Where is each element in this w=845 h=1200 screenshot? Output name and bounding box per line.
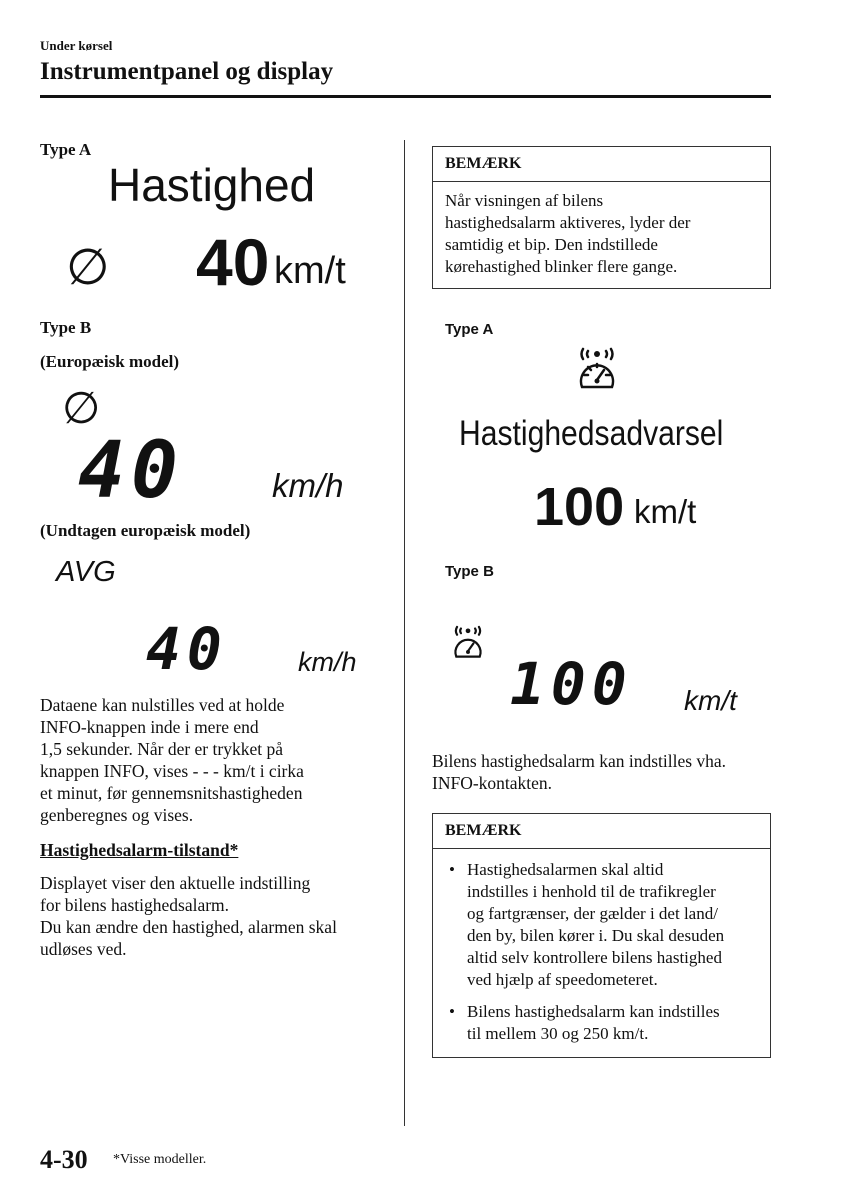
text-line: for bilens hastighedsalarm. — [40, 895, 230, 915]
european-unit: km/h — [272, 467, 344, 504]
page-title: Instrumentpanel og display — [40, 58, 334, 85]
text-line: og fartgrænser, der gælder i det land/ — [467, 904, 718, 923]
text-line: Dataene kan nulstilles ved at holde — [40, 695, 285, 715]
title-divider — [40, 95, 771, 98]
text-line: 1,5 sekunder. Når der er trykket på — [40, 739, 283, 759]
text-line: Når visningen af bilens — [445, 191, 604, 210]
section-label: Under kørsel — [40, 38, 113, 53]
speed-alarm-paragraph — [40, 872, 395, 960]
text-line: et minut, før gennemsnitshastigheden — [40, 783, 303, 803]
text-line: INFO-knappen inde i mere end — [40, 717, 259, 737]
european-lcd-value: 40 — [78, 426, 184, 516]
type-b-label: Type B — [40, 318, 92, 337]
text-line: ved hjælp af speedometeret. — [467, 970, 658, 989]
avg-indicator: AVG — [56, 556, 116, 588]
text-line: Du kan ændre den hastighed, alarmen skal — [40, 917, 337, 937]
type-a-alarm-title: Hastighedsadvarsel — [459, 414, 724, 453]
text-line: den by, bilen kører i. Du skal desuden — [467, 926, 725, 945]
speed-alarm-icon — [574, 343, 620, 391]
note-heading: BEMÆRK — [433, 147, 770, 182]
bullet-list — [445, 859, 758, 1045]
non-european-model-label: (Undtagen europæisk model) — [40, 521, 251, 540]
type-a-alarm-unit: km/t — [634, 493, 697, 530]
note-box-2 — [432, 813, 771, 1058]
text-line: • Hastighedsalarmen skal altid — [467, 860, 664, 879]
note-body — [433, 849, 770, 1057]
non-european-unit: km/h — [298, 647, 357, 677]
type-a-alarm-value: 100 — [534, 477, 625, 537]
text-line: kørehastighed blinker flere gange. — [445, 257, 678, 276]
column-divider — [404, 140, 405, 1126]
type-a-speed-unit: km/t — [274, 250, 346, 292]
text-line: samtidig et bip. Den indstillede — [445, 235, 658, 254]
text-line: genberegnes og vises. — [40, 805, 194, 825]
text-line: altid selv kontrollere bilens hastighed — [467, 948, 722, 967]
speed-alarm-subheading: Hastighedsalarm-tilstand* — [40, 840, 239, 860]
type-a-label: Type A — [445, 321, 494, 338]
footnote: *Visse modeller. — [113, 1152, 207, 1167]
list-item — [445, 1001, 758, 1045]
reset-paragraph — [40, 694, 395, 826]
text-line: indstilles i henhold til de trafikregler — [467, 882, 716, 901]
type-b-label: Type B — [445, 563, 494, 580]
type-b-lcd-value: 100 — [510, 650, 633, 718]
text-line: • Bilens hastighedsalarm kan indstilles — [467, 1002, 720, 1021]
note-box-1 — [432, 146, 771, 289]
zero-symbol-icon: ∅ — [66, 239, 110, 295]
text-line: hastighedsalarm aktiveres, lyder der — [445, 213, 691, 232]
list-item — [445, 859, 758, 991]
text-line: knappen INFO, vises - - - km/t i cirka — [40, 761, 304, 781]
info-paragraph — [432, 750, 777, 794]
type-a-label: Type A — [40, 140, 92, 159]
non-european-lcd-value: 40 — [146, 615, 228, 683]
speed-alarm-icon — [450, 622, 486, 660]
text-line: Bilens hastighedsalarm kan indstilles vha. — [432, 751, 727, 771]
type-a-display-title: Hastighed — [108, 159, 316, 211]
text-line: Displayet viser den aktuelle indstilling — [40, 873, 311, 893]
text-line: udløses ved. — [40, 939, 127, 959]
type-b-alarm-unit: km/t — [684, 685, 737, 716]
note-body — [433, 182, 770, 288]
text-line: til mellem 30 og 250 km/t. — [467, 1024, 649, 1043]
note-heading: BEMÆRK — [433, 814, 770, 849]
type-a-speed-value: 40 — [196, 225, 270, 299]
page-number: 4-30 — [40, 1145, 88, 1174]
text-line: INFO-kontakten. — [432, 773, 553, 793]
european-model-label: (Europæisk model) — [40, 352, 180, 371]
zero-symbol-icon: ∅ — [62, 384, 101, 433]
